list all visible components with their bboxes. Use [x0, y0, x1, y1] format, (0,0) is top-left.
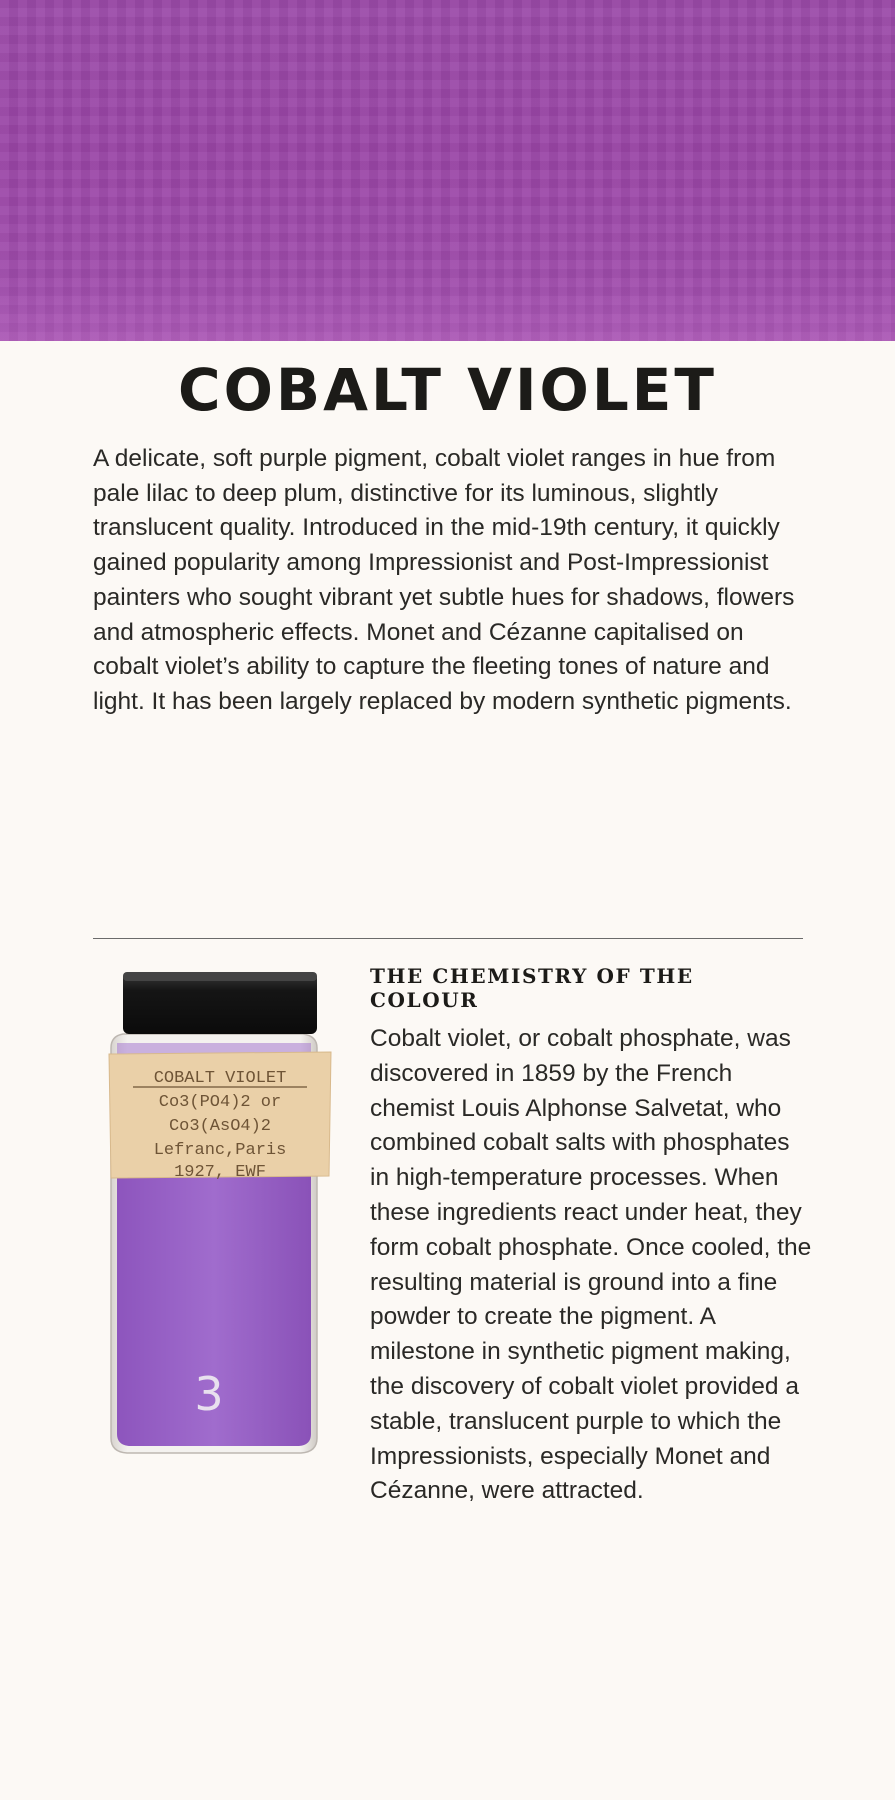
- label-line-formula-2: Co3(AsO4)2: [168, 1117, 272, 1136]
- intro-paragraph: A delicate, soft purple pigment, cobalt violet ranges in hue from pale lilac to deep plum, distinctive for its luminous, slightly translucent quality. Introduced in the mid-19th century, it quickly gained popularity among Impressionist and Post-Impressionist painters who sought vibrant yet subtle hues for shadows, flowers and atmospheric effects. Monet and Cézanne capitalised on cobalt violet’s ability to capture the fleeting tones of nature and light. It has been largely replaced by modern synthetic pigments.: [93, 445, 795, 715]
- pigment-swatch: [0, 0, 895, 341]
- label-line-maker: Lefranc,Paris: [153, 1141, 287, 1160]
- label-line-date: 1927, EWF: [174, 1163, 266, 1182]
- pigment-bottle-image: [103, 958, 343, 1458]
- section-body: Cobalt violet, or cobalt phosphate, was discovered in 1859 by the French chemist Louis Alphonse Salvetat, who combined cobalt salts with phosphates in high-temperature processes. When these ingredients react under heat, they form cobalt phosphate. Once cooled, the resulting material is ground into a fine powder to create the pigment. A milestone in synthetic pigment making, the discovery of cobalt violet provided a stable, translucent purple to which the Impressionists, especially Monet and Cézanne, were attracted.: [370, 1025, 812, 1505]
- label-line-name: COBALT VIOLET: [153, 1069, 287, 1088]
- section-divider: [93, 938, 803, 939]
- bottle-cap: [123, 972, 317, 1034]
- label-line-formula-1: Co3(PO4)2 or: [158, 1093, 282, 1112]
- page-title: COBALT VIOLET: [178, 356, 717, 424]
- bottle-number: 3: [194, 1367, 224, 1421]
- section-heading: THE CHEMISTRY OF THE COLOUR: [370, 964, 694, 1012]
